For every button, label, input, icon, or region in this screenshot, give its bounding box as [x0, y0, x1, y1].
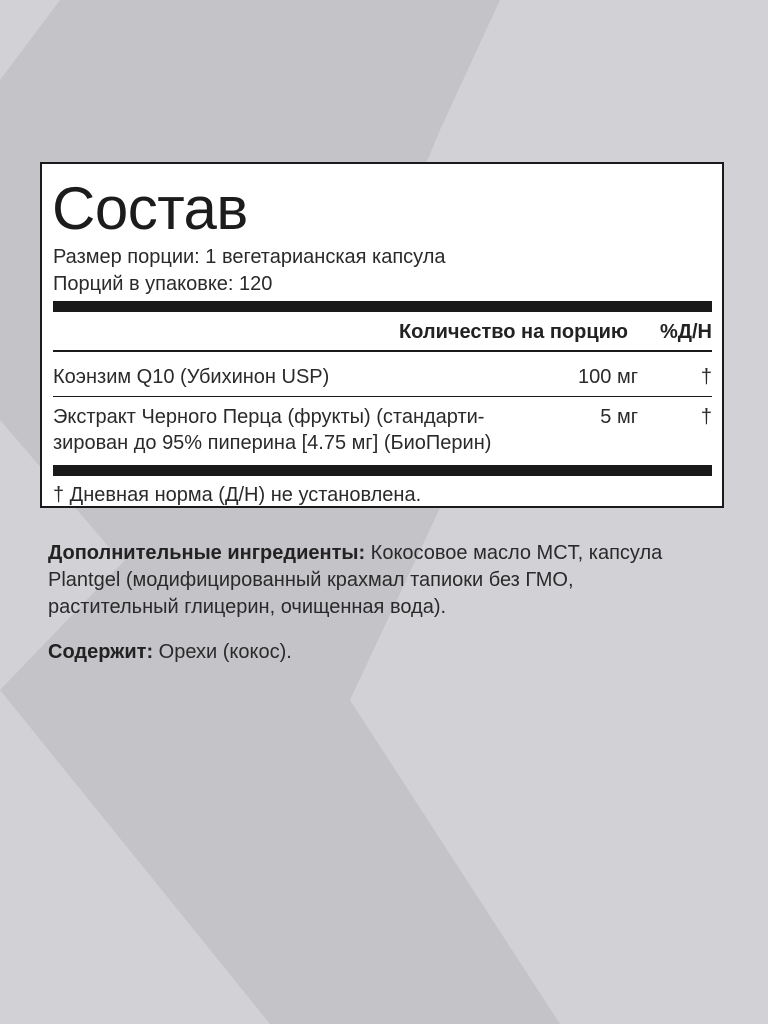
serving-size: Размер порции: 1 вегетарианская капсула: [53, 246, 446, 268]
allergen-statement: [48, 639, 698, 666]
ingredient-amount: 100 мг: [578, 366, 638, 388]
header-amount-per-serving: Количество на порцию: [398, 321, 628, 343]
other-ingredients: [48, 540, 698, 621]
divider-thin: [53, 350, 712, 352]
ingredient-name: [53, 404, 563, 456]
divider-thin: [53, 396, 712, 397]
other-ingredients-text: растительный глицерин, очищенная вода).: [48, 596, 447, 618]
header-daily-value: %Д/Н: [659, 321, 712, 343]
supplement-facts-panel: [40, 162, 724, 508]
ingredient-name-line: зирован до 95% пиперина [4.75 мг] (БиоПерин): [53, 432, 492, 454]
ingredient-daily-value: †: [700, 406, 712, 428]
other-ingredients-text: Кокосовое масло MCT, капсула: [365, 542, 663, 564]
other-ingredients-text: Plantgel (модифицированный крахмал тапиоки без ГМО,: [48, 569, 574, 591]
servings-per-container: Порций в упаковке: 120: [53, 273, 273, 295]
ingredient-name: Коэнзим Q10 (Убихинон USP): [53, 366, 330, 388]
other-ingredients-label: Дополнительные ингредиенты:: [48, 542, 366, 564]
contains-label: Содержит:: [48, 641, 154, 663]
ingredient-daily-value: †: [700, 366, 712, 388]
contains-text: Орехи (кокос).: [153, 641, 292, 663]
divider-thick: [53, 301, 712, 312]
panel-title: Состав: [52, 175, 248, 242]
ingredient-name-line: Экстракт Черного Перца (фрукты) (стандарти-: [53, 406, 485, 428]
daily-value-footnote: † Дневная норма (Д/Н) не установлена.: [53, 484, 422, 506]
ingredient-amount: 5 мг: [600, 406, 638, 428]
divider-thick: [53, 465, 712, 476]
